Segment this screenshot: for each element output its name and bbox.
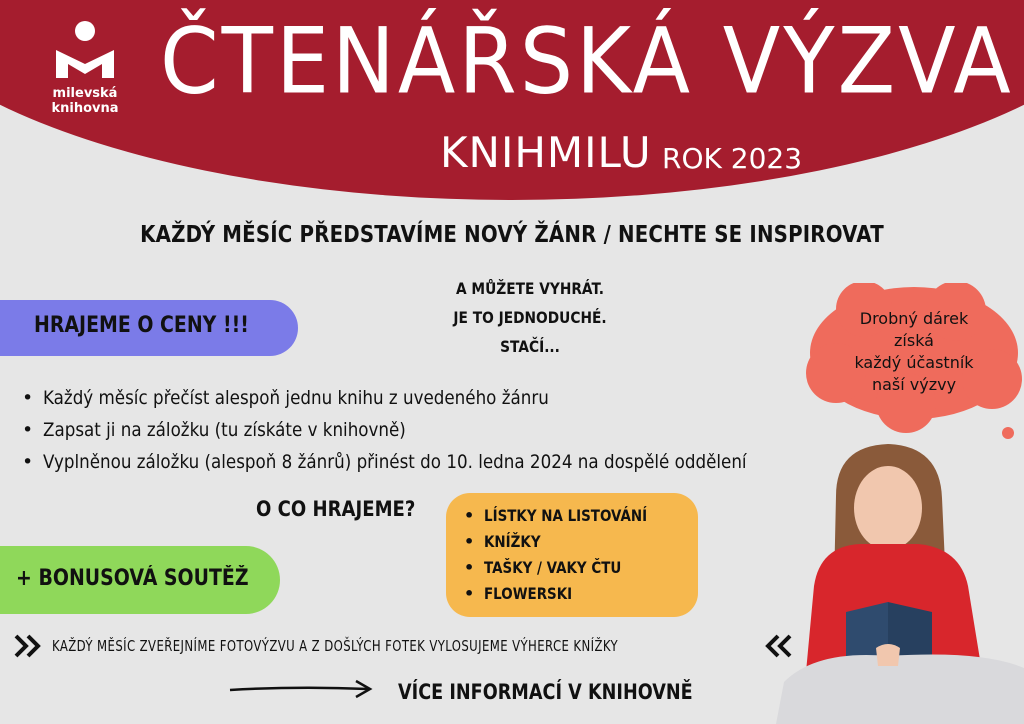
logo-text: milevská knihovna [51, 86, 119, 116]
prizes-box [446, 493, 698, 617]
page-subtitle: KNIHMILU [440, 128, 652, 177]
headline: KAŽDÝ MĚSÍC PŘEDSTAVÍME NOVÝ ŽÁNR / NECHTE SE INSPIROVAT [140, 222, 884, 248]
year-label: ROK 2023 [662, 142, 803, 175]
list-item: • TAŠKY / VAKY ČTU [464, 555, 698, 581]
page-title: ČTENÁŘSKÁ VÝZVA [160, 8, 1014, 114]
list-item: • Vyplněnou záložku (alespoň 8 žánrů) přinést do 10. ledna 2024 na dospělé oddělení [22, 446, 843, 478]
reader-figure-icon [50, 20, 120, 82]
cloud-text: Drobný dárek získá každý účastník naší výzvy [854, 309, 974, 394]
list-item: • LÍSTKY NA LISTOVÁNÍ [464, 503, 698, 529]
prize-question: O CO HRAJEME? [256, 497, 416, 521]
rules-list [22, 382, 843, 478]
bonus-pill: + BONUSOVÁ SOUTĚŽ [0, 546, 280, 614]
girl-reading-photo [776, 436, 1024, 724]
prize-pill: HRAJEME O CENY !!! [0, 300, 298, 356]
list-item: • KNÍŽKY [464, 529, 698, 555]
win-text: A MŮŽETE VYHRÁT. JE TO JEDNODUCHÉ. STAČÍ... [453, 279, 607, 356]
more-info-text: VÍCE INFORMACÍ V KNIHOVNĚ [398, 680, 693, 704]
library-logo [40, 20, 130, 116]
list-item: • Zapsat ji na záložku (tu získáte v knihovně) [22, 414, 843, 446]
list-item: • FLOWERSKI [464, 581, 698, 607]
photo-challenge-text: KAŽDÝ MĚSÍC ZVEŘEJNÍME FOTOVÝZVU A Z DOŠLÝCH FOTEK VYLOSUJEME VÝHERCE KNÍŽKY [52, 637, 619, 655]
list-item: • Každý měsíc přečíst alespoň jednu knihu z uvedeného žánru [22, 382, 843, 414]
arrow-right-icon [228, 676, 378, 702]
